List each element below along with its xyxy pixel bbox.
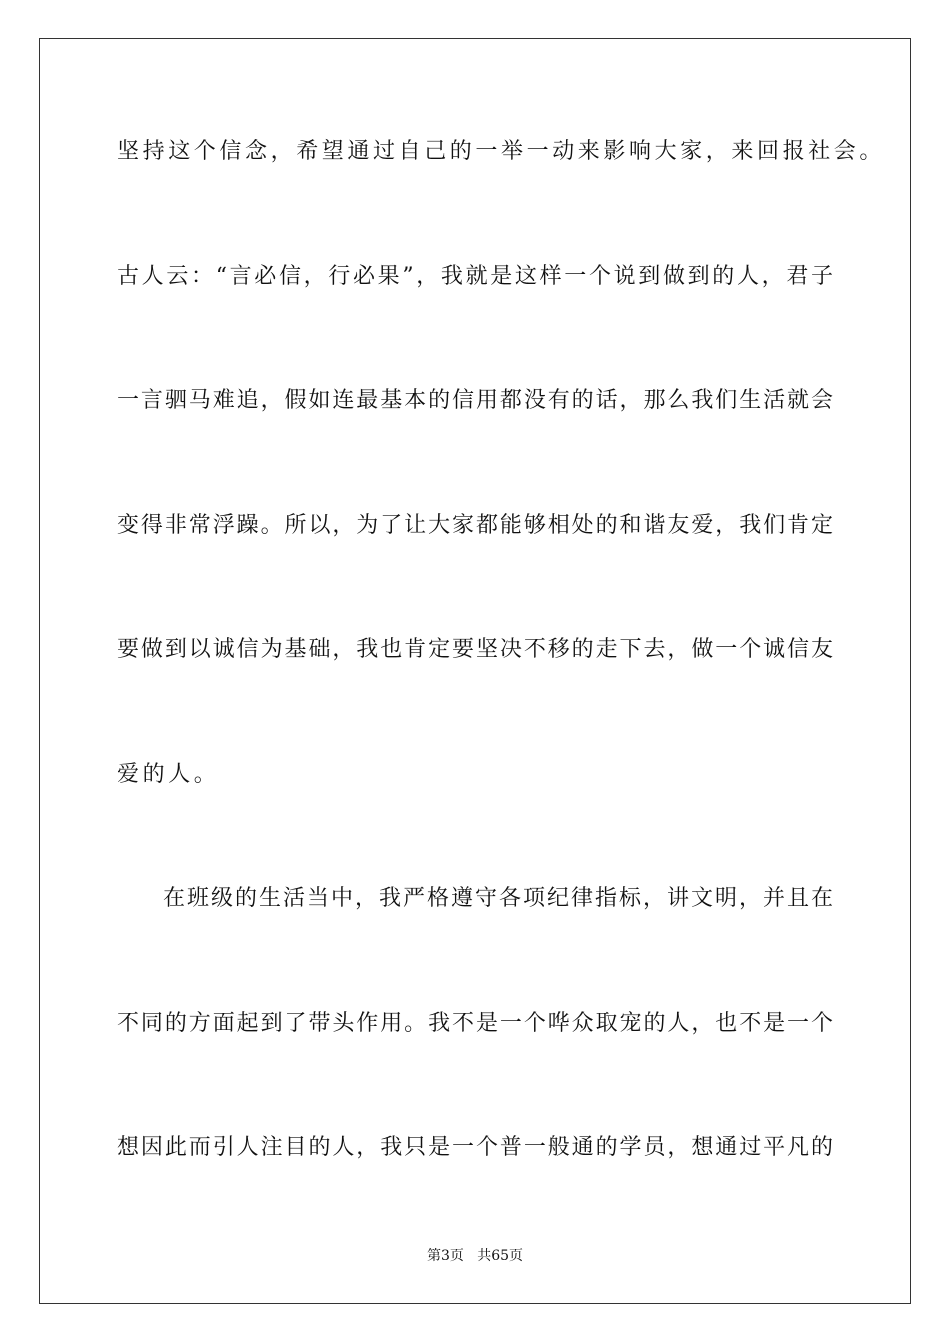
- page-number-footer: 第3页 共65页: [426, 1248, 524, 1264]
- text-line-2: 古人云：“言必信，行必果”，我就是这样一个说到做到的人，君子: [117, 264, 833, 289]
- text-line-1: 坚持这个信念，希望通过自己的一举一动来影响大家，来回报社会。: [117, 139, 886, 164]
- text-line-4: 变得非常浮躁。所以，为了让大家都能够相处的和谐友爱，我们肯定: [117, 513, 833, 538]
- page-border: [39, 38, 911, 1304]
- text-line-6: 爱的人。: [117, 762, 220, 787]
- text-line-9: 想因此而引人注目的人，我只是一个普一般通的学员，想通过平凡的: [117, 1135, 833, 1160]
- text-line-5: 要做到以诚信为基础，我也肯定要坚决不移的走下去，做一个诚信友: [117, 637, 833, 662]
- text-line-3: 一言驷马难追，假如连最基本的信用都没有的话，那么我们生活就会: [117, 388, 833, 413]
- text-line-8: 不同的方面起到了带头作用。我不是一个哗众取宠的人，也不是一个: [117, 1011, 833, 1036]
- text-line-7-paragraph-start: 在班级的生活当中，我严格遵守各项纪律指标，讲文明，并且在: [163, 886, 833, 911]
